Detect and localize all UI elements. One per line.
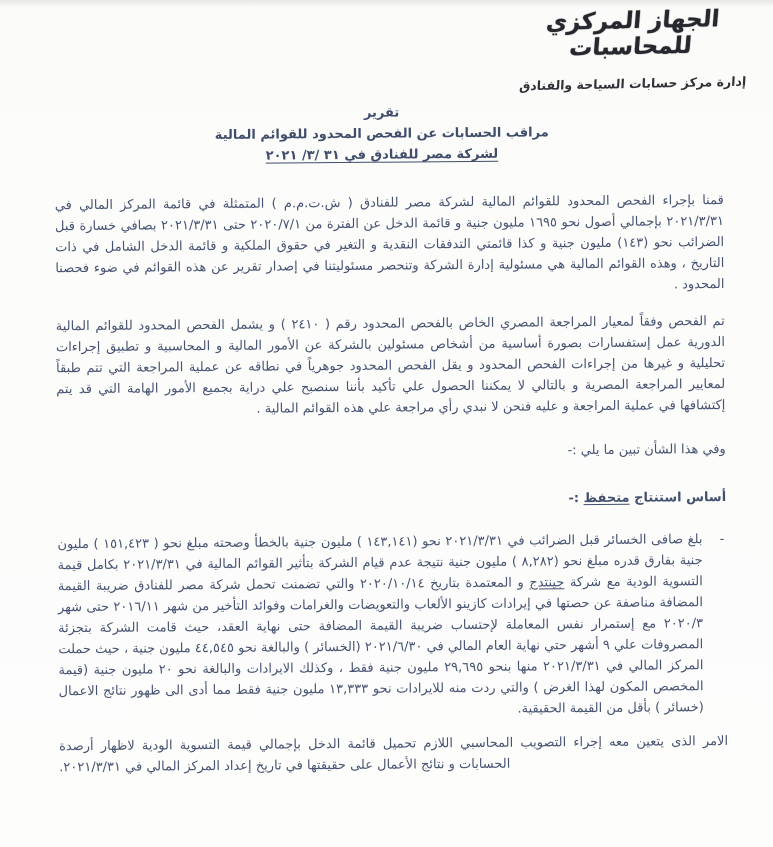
basis-of-qualified-conclusion-heading (57, 487, 726, 513)
report-body (54, 100, 728, 778)
bullet-dash: - (719, 532, 725, 548)
finding-item-text (57, 529, 703, 723)
org-logo (506, 5, 758, 93)
report-title-word: تقرير (363, 105, 400, 121)
report-text (55, 190, 729, 778)
org-department-calligraphy: إدارة مركز حسابات السياحة والفنادق (518, 73, 747, 94)
basis-heading-qualified-word: متحفظ (583, 490, 630, 507)
report-title (54, 100, 723, 168)
finding-company-name: جينتدج (529, 575, 565, 591)
finding-item (57, 529, 727, 723)
finding-text-part1: بلغ صافى الخسائر قبل الضرائب في ٢٠٢١/٣/٣١ نحو (١٤٣,١٤١ ) مليون جنية بالخطأ وصحته مبلغ نحو ( ١٥١,٤٢٣ ) مليون جنية بفارق قدره مبلغ نحو (٨,٢٨٢ ) مليون جنية نتيجة عدم قيام الشركة بتأثير القوائم المالية في ٢٠٢١/٣/٣١ بكامل قيمة التسوية الودية مع شركة (57, 532, 703, 591)
report-title-subject: مراقب الحسابات عن الفحص المحدود للقوائم المالية (214, 125, 549, 143)
finding-text-part2: و المعتمدة بتاريخ ٢٠٢٠/١٠/١٤ والتي تضمنت تحمل شركة مصر للفنادق ضريبة القيمة المضافة مناصفة عن حصتها في إيرادات كازينو الألعاب والتعويضات والغرامات وفوائد التأخير من شهر ٢٠١٦/١١ حتى شهر ٢٠٢٠/٣ مع إستمرار نفس المعاملة لإحتساب ضريبة القيمة المضافة حتى نهاية العقد، حيث قامت الشركة بتجزئة المصروفات علي ٩ أشهر حتي نهاية العام المالي في ٢٠٢١/٦/٣٠ (الخسائر ) والبالغة نحو ٤٤,٥٤٥ مليون جنية ، حيث حملت المركز المالي في ٢٠٢١/٣/٣١ منها بنحو ٢٩,٦٩٥ مليون جنية فقط ، وكذلك الايرادات والبالغة نحو ٢٠ مليون جنية (قيمة المخصص المكون لهذا الغرض ) والتي ردت منه للايرادات نحو ١٣,٣٣٣ مليون جنية فقط مما أدى الى ظهور نتائج الاعمال (خسائر ) بأقل من القيمة الحقيقية. (57, 575, 704, 717)
closing-required-adjustment-paragraph: الامر الذى يتعين معه إجراء التصويب المحاسبي اللازم تحميل قائمة الدخل بإجمالي قيمة التسوية الودية لاظهار أرصدة الحسابات و نتائج الأعمال على حقيقتها في تاريخ إعداد المركز المالي في ٢٠٢١/٣/٣١. (59, 733, 729, 776)
paragraph-review-standard: تم الفحص وفقاً لمعيار المراجعة المصري الخاص بالفحص المحدود رقم ( ٢٤١٠ ) و يشمل الفحص المحدود للقوائم المالية الدورية عمل إستفسارات بصورة أساسية من أشخاص مسئولين بالشركة عن الأمور المالية و المحاسبية و تطبيق إجراءات تحليلية و غيرها من إجراءات الفحص المحدود و يقل الفحص المحدود جوهرياً في نطاقه عن عملية المراجعة التي تتم طبقاً لمعايير المراجعة المصرية و بالتالي لا يمكننا الحصول علي تأكيد بأننا سنصبح علي دراية بجميع الأمور الهامة التي قد يتم إكتشافها في عملية المراجعة و عليه فنحن لا نبدي رأي مراجعة علي هذه القوائم المالية . (55, 313, 726, 417)
report-title-company-date: لشركة مصر للفنادق في ٣١ /٣/ ٢٠٢١ (265, 146, 499, 164)
basis-heading-suffix: :- (568, 491, 580, 507)
basis-heading-prefix: أساس استنتاج (634, 489, 727, 506)
findings-lead-line: وفي هذا الشأن تبين ما يلي :- (567, 441, 726, 459)
paragraph-engagement-scope: قمنا بإجراء الفحص المحدود للقوائم المالية لشركة مصر للفنادق ( ش.ت.م.م ) المتمثلة في قائمة المركز المالي في ٢٠٢١/٣/٣١ بإجمالي أصول نحو ١٦٩٥ مليون جنية و قائمة الدخل عن الفترة من ٢٠٢٠/٧/١ حتى ٢٠٢١/٣/٣١ بصافي خسارة قبل الضرائب نحو (١٤٣) مليون جنية و كذا قائمتي التدفقات النقدية و التغير في حقوق الملكية و قائمة الدخل الشامل في ذات التاريخ ، وهذه القوائم المالية هي مسئولية إدارة الشركة وتنحصر مسئوليتنا في إصدار تقرير عن هذه القوائم في ضوء فحصنا المحدود . (54, 192, 725, 293)
org-name-calligraphy: الجهاز المركزي للمحاسبات (545, 6, 721, 62)
